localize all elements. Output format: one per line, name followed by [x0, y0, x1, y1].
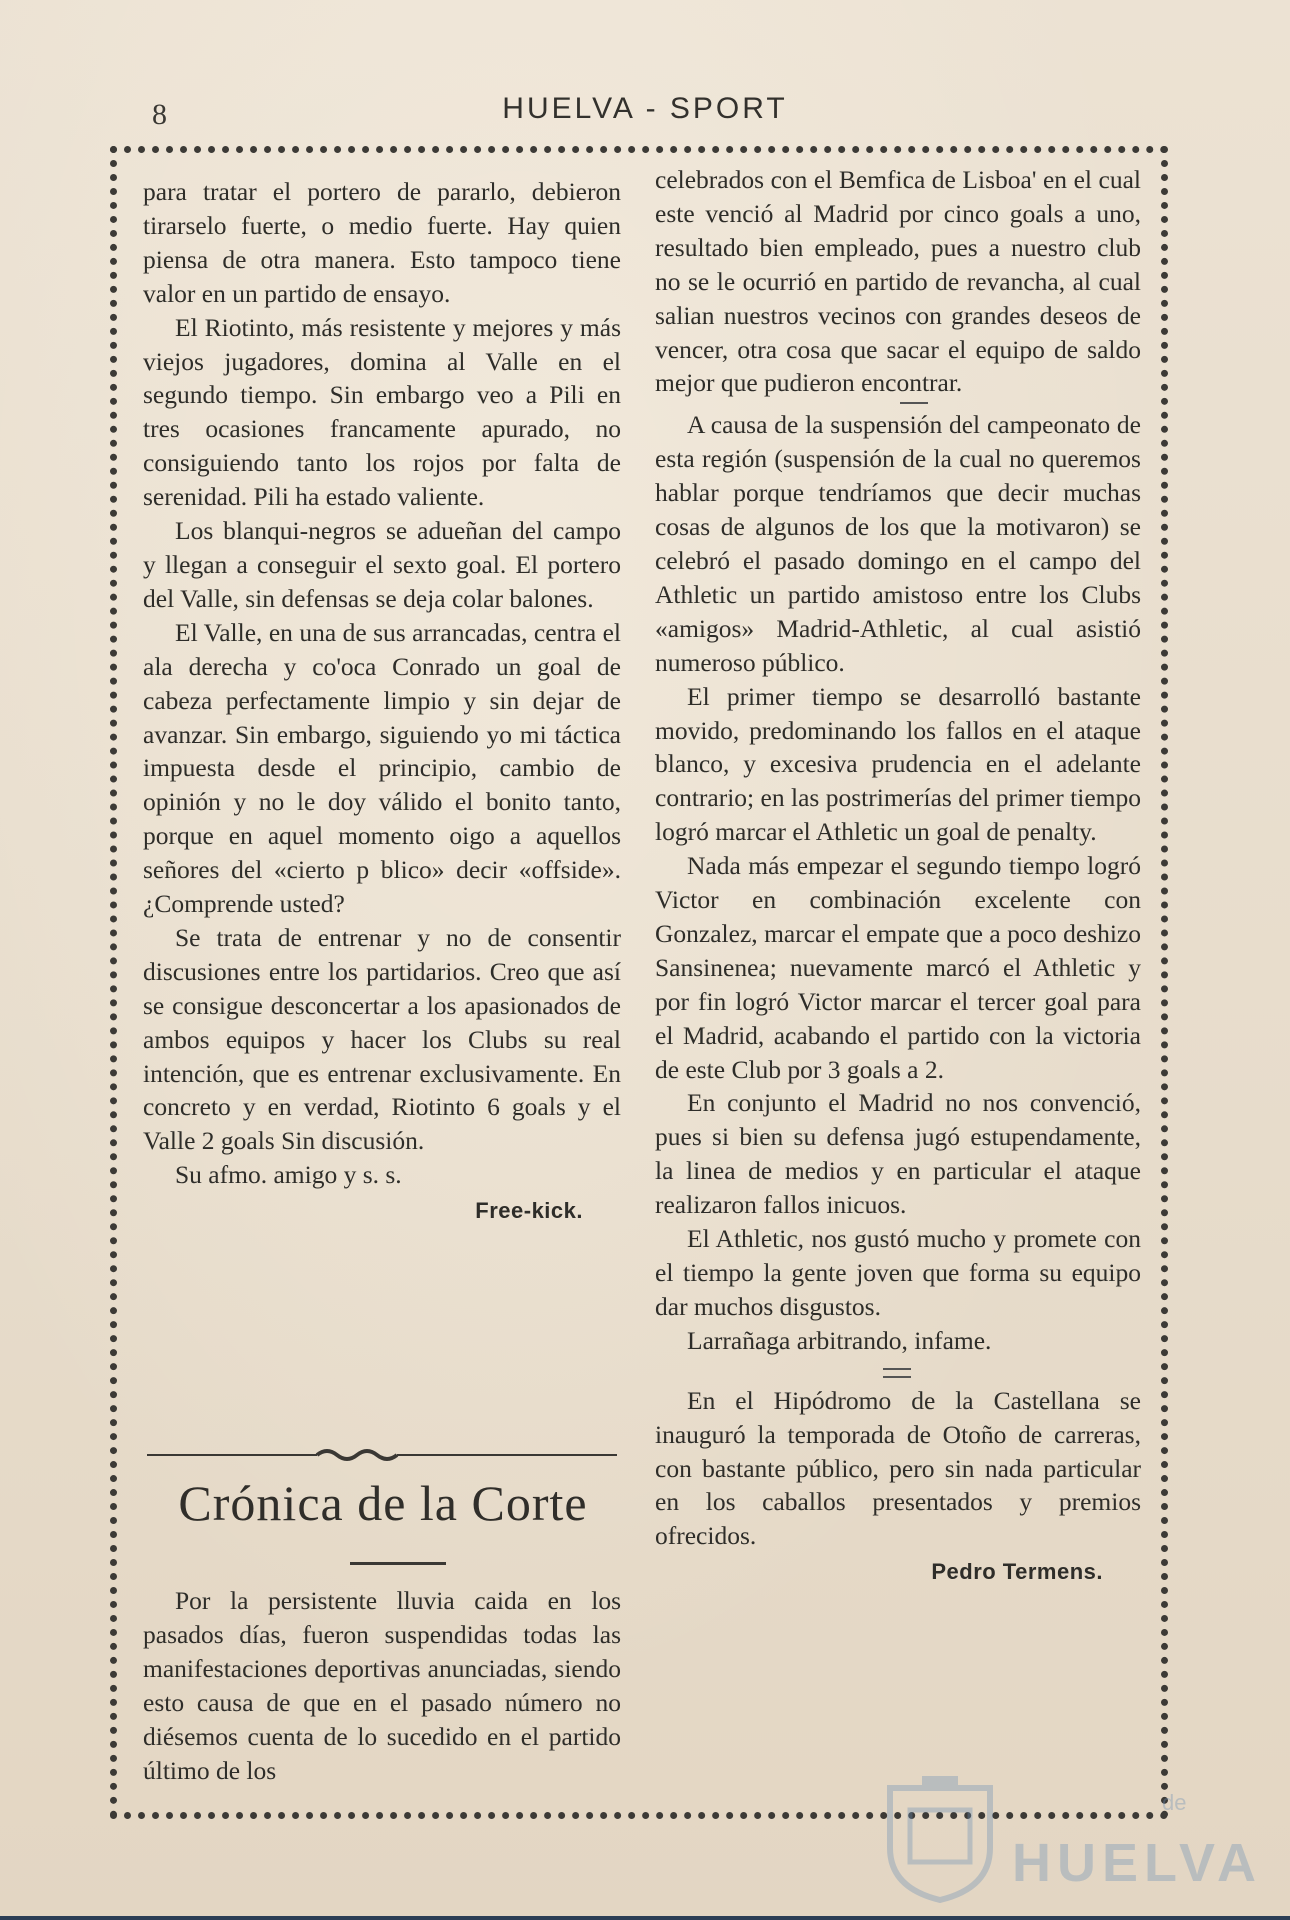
- paragraph: para tratar el portero de pararlo, debieron tirarselo fuerte, o medio fuerte. Hay quien piensa de otra manera. Esto tampoco tiene valor en un partido de ensayo.: [143, 177, 621, 308]
- paragraph: El primer tiempo se desarrolló bastante movido, predominando los fallos en el ataque blanco, y excesiva prudencia en el adelante contrario; en las postrimerías del primer tiempo logró marcar el Athletic un goal de penalty.: [655, 681, 1141, 847]
- paragraph: Larrañaga arbitrando, infame.: [687, 1325, 992, 1355]
- page-number: 8: [152, 98, 167, 131]
- right-column: [655, 163, 1141, 1589]
- paragraph: En conjunto el Madrid no nos convenció, pues si bien su defensa jugó estupendamente, la linea de medios y en particular el ataque realizaron fallos inicuos.: [655, 1088, 1141, 1220]
- ornamental-divider: [147, 1445, 617, 1465]
- section-body: [143, 1584, 621, 1787]
- paragraph: El Riotinto, más resistente y mejores y más viejos jugadores, domina al Valle en el segundo tiempo. Sin embargo veo a Pili en tres ocasiones francamente apurado, no consiguiendo tanto los rojos por falta de serenidad. Pili ha estado valiente.: [143, 312, 621, 512]
- paragraph: Por la persistente lluvia caida en los pasados días, fueron suspendidas todas las manifestaciones deportivas anunciadas, siendo esto causa de que en el pasado número no diésemos cuenta de lo sucedido en el partido último de los: [143, 1586, 621, 1785]
- watermark-large-text: HUELVA: [1012, 1833, 1262, 1893]
- paragraph: El Valle, en una de sus arrancadas, centra el ala derecha y co'oca Conrado un goal de cabeza perfectamente limpio y sin dejar de avanzar. Sin embargo, siguiendo yo mi táctica impuesta desde el principio, cambio de opinión y no le doy válido el bonito tanto, porque en aquel momento oigo a aquellos señores del «cierto p blico» decir «offside». ¿Comprende usted?: [143, 617, 621, 919]
- watermark-small-text: de: [1162, 1790, 1187, 1815]
- paragraph: A causa de la suspensión del campeonato de esta región (suspensión de la cual no queremos hablar porque tendríamos que decir muchas cosas de algunos de los que la motivaron) se celebró el pasado domingo en el campo del Athletic un partido amistoso entre los Clubs «amigos» Madrid-Athletic, al cual asistió numeroso público.: [655, 410, 1141, 677]
- paragraph: Los blanqui-negros se adueñan del campo y llegan a conseguir el sexto goal. El portero del Valle, sin defensas se deja colar balones.: [143, 516, 621, 613]
- bottom-edge-band: [0, 1916, 1290, 1920]
- left-column: [143, 175, 621, 1228]
- paragraph: En el Hipódromo de la Castellana se inauguró la temporada de Otoño de carreras, con bastante público, pero sin nada particular en los caballos presentados y premios ofrecidos.: [655, 1385, 1141, 1551]
- masthead-title: HUELVA - SPORT: [502, 92, 788, 125]
- double-line-separator: [883, 1368, 911, 1378]
- paragraph: celebrados con el Bemfica de Lisboa' en el cual este venció al Madrid por cinco goals a uno, resultado bien empleado, pues a nuestro club no se le ocurrió en partido de revancha, al cual salian nuestros vecinos con grandes deseos de vencer, otra cosa que sacar el equipo de saldo mejor que pudieron encontrar.: [655, 165, 1141, 398]
- paragraph: Se trata de entrenar y no de consentir discusiones entre los partidarios. Creo que así se consigue desconcertar a los apasionados de ambos equipos y hacer los Clubs su real intención, que es entrenar exclusivamente. En concreto y en verdad, Riotinto 6 goals y el Valle 2 goals Sin discusión.: [143, 922, 621, 1156]
- library-watermark: [880, 1760, 1262, 1910]
- paragraph: Su afmo. amigo y s. s.: [175, 1160, 402, 1190]
- paragraph: Nada más empezar el segundo tiempo logró Victor en combinación excelente con Gonzalez, marcar el empate que a poco deshizo Sansinenea; nuevamente marcó el Athletic y por fin logró Victor marcar el tercer goal para el Madrid, acabando el partido con la victoria de este Club por 3 goals a 2.: [655, 851, 1141, 1084]
- signature-free-kick: Free-kick.: [475, 1198, 583, 1224]
- short-dash-separator: [900, 402, 928, 404]
- section-heading: Crónica de la Corte: [178, 1475, 588, 1531]
- signature-pedro-termens: Pedro Termens.: [931, 1559, 1103, 1585]
- heading-underline: [350, 1562, 446, 1565]
- paragraph: El Athletic, nos gustó mucho y promete con el tiempo la gente joven que forma su equipo dar muchos disgustos.: [655, 1224, 1141, 1321]
- crest-icon: [880, 1768, 1000, 1903]
